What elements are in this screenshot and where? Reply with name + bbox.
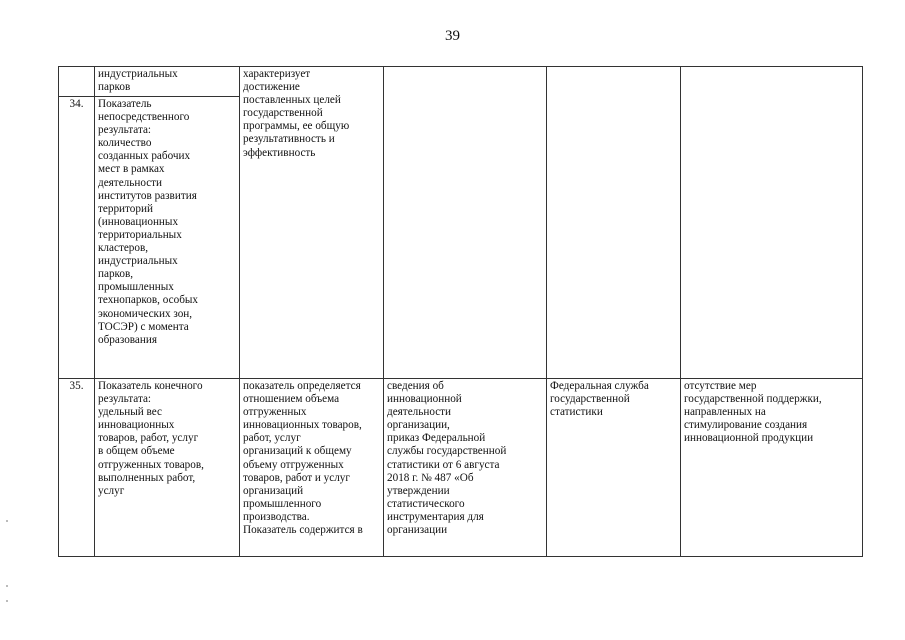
- table-row: [59, 379, 863, 557]
- row-number-cell: [59, 379, 95, 557]
- page-number: 39: [445, 28, 460, 44]
- indicator-name: индустриальных парков: [98, 68, 178, 94]
- risk-factors: отсутствие мер государственной поддержки, направленных на стимулирование создания инновационной продукции: [684, 380, 822, 445]
- indicator-name-cell: [95, 379, 240, 557]
- scan-mark: [6, 600, 8, 602]
- risk-factors-cell: [681, 379, 863, 557]
- indicator-description-cell: [240, 67, 384, 379]
- row-number-cell: [59, 67, 95, 97]
- indicator-name-cell: [95, 67, 240, 97]
- indicator-description: показатель определяется отношением объема отгруженных инновационных товаров, работ, услуг организаций к общему объему отгруженных товаров, работ и услуг организаций промышленного производства. Показатель содержится в: [243, 380, 363, 537]
- data-source-cell: [384, 67, 547, 379]
- indicator-description: характеризует достижение поставленных целей государственной программы, ее общую результативность и эффективность: [243, 68, 350, 159]
- indicator-name-cell: [95, 97, 240, 379]
- responsible-body-cell: [547, 67, 681, 379]
- row-number: 34.: [69, 98, 84, 110]
- table-row: [59, 67, 863, 97]
- responsible-body-cell: [547, 379, 681, 557]
- indicator-name: Показатель конечного результата: удельный вес инновационных товаров, работ, услуг в общем объеме отгруженных товаров, выполненных работ, услуг: [98, 380, 204, 497]
- risk-factors-cell: [681, 67, 863, 379]
- indicator-description-cell: [240, 379, 384, 557]
- row-number-cell: [59, 97, 95, 379]
- row-number: 35.: [69, 380, 84, 392]
- indicator-name: Показатель непосредственного результата: количество созданных рабочих мест в рамках деятельности институтов развития территорий (инновационных территориальных кластеров, индустриальных парков, промышленных технопарков, особых экономических зон, ТОСЭР) с момента образования: [98, 98, 198, 346]
- scan-mark: [6, 585, 8, 587]
- data-source-cell: [384, 379, 547, 557]
- scan-mark: [6, 520, 8, 522]
- data-source: сведения об инновационной деятельности организации, приказ Федеральной службы государственной статистики от 6 августа 2018 г. № 487 «Об утверждении статистического инструментария для организации: [387, 380, 507, 537]
- indicators-table: [58, 66, 863, 557]
- responsible-body: Федеральная служба государственной статистики: [550, 380, 649, 419]
